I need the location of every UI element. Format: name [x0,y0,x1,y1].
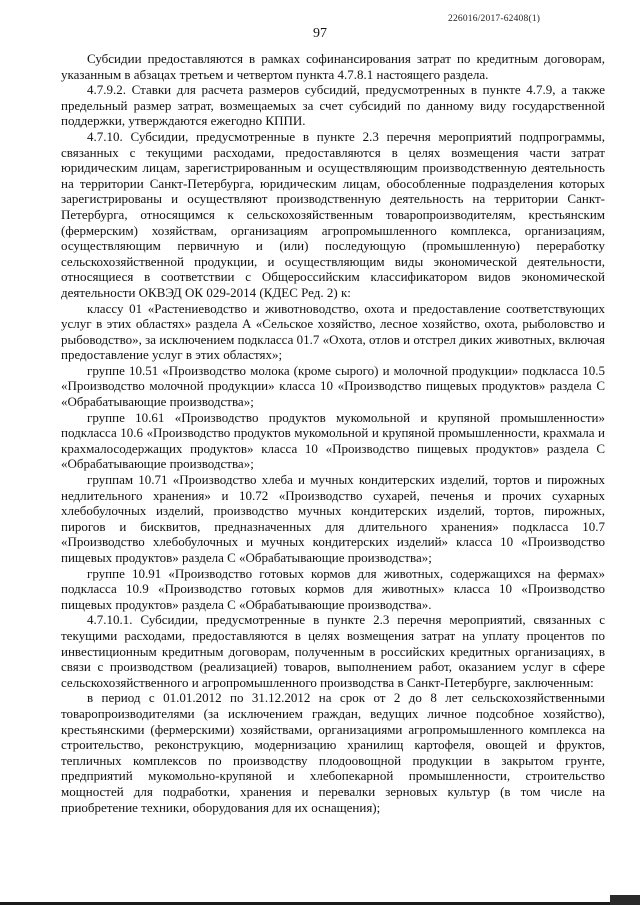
paragraph-class-01: классу 01 «Растениеводство и животноводство, охота и предоставление соответствующих услуг в этих областях» раздела А «Сельское хозяйство, лесное хозяйство, охота, рыболовство и рыбоводство», за исключением подкласса 01.7 «Охота, отлов и отстрел диких животных, включая предоставление услуг в этих областях»; [61,300,605,363]
paragraph-4-7-10-1: 4.7.10.1. Субсидии, предусмотренные в пункте 2.3 перечня мероприятий, связанных с текущими расходами, предоставляются в целях возмещения затрат на уплату процентов по инвестиционным кредитным договорам, полученным в российских кредитных организациях, в связи с производством (реализацией) товаров, выполнением работ, оказанием услуг в сфере сельскохозяйственного и агропромышленного производства в Санкт-Петербурге, заключенным: [61,612,605,690]
paragraph-group-10-51: группе 10.51 «Производство молока (кроме сырого) и молочной продукции» подкласса 10.5 «Производство молочной продукции» класса 10 «Производство пищевых продуктов» раздела С «Обрабатывающие производства»; [61,362,605,410]
document-body [61,51,605,815]
paragraph-4-7-9-2: 4.7.9.2. Ставки для расчета размеров субсидий, предусмотренных в пункте 4.7.9, а также предельный размер затрат, возмещаемых за счет субсидий по данному виду государственной поддержки, утверждаются ежегодно КППИ. [61,82,605,129]
page-number: 97 [313,26,327,41]
paragraph-period-2012: в период с 01.01.2012 по 31.12.2012 на срок от 2 до 8 лет сельскохозяйственными товаропроизводителями (за исключением граждан, ведущих личное подсобное хозяйство), крестьянскими (фермерскими) хозяйствами, организациями агропромышленного комплекса на строительство, реконструкцию, модернизацию хранилищ картофеля, овощей и фруктов, тепличных комплексов по производству плодоовощной продукции в закрытом грунте, предприятий мукомольно-крупяной и хлебопекарной промышленности, строительство мощностей для подработки, хранения и перевалки зерновых культур (в том числе на приобретение техники, оборудования для их оснащения); [61,690,605,815]
paragraph-groups-10-71-10-72: группам 10.71 «Производство хлеба и мучных кондитерских изделий, тортов и пирожных недлительного хранения» и 10.72 «Производство сухарей, печенья и прочих сухарных хлебобулочных изделий, производство мучных кондитерских изделий, тортов, пирожных, пирогов и бисквитов, предназначенных для длительного хранения» подкласса 10.7 «Производство хлебобулочных и мучных кондитерских изделий» класса 10 «Производство пищевых продуктов» раздела С «Обрабатывающие производства»; [61,472,605,565]
scan-corner-mark [610,895,640,905]
paragraph-4-7-10: 4.7.10. Субсидии, предусмотренные в пункте 2.3 перечня мероприятий подпрограммы, связанных с текущими расходами, предоставляются в целях возмещения части затрат юридическим лицам, зарегистрированным и осуществляющим производственную деятельность на территории Санкт-Петербурга, юридическим лицам, обособленные подразделения которых зарегистрированы и осуществляют производственную деятельность на территории Санкт-Петербурга, относящимся к сельскохозяйственным товаропроизводителям, крестьянским (фермерским) хозяйствам, организациям агропромышленного комплекса, организациям, осуществляющим первичную и (или) последующую (промышленную) переработку сельскохозяйственной продукции, и осуществляющим виды экономической деятельности, относящиеся в соответствии с Общероссийским классификатором видов экономической деятельности ОКВЭД ОК 029-2014 (КДЕС Ред. 2) к: [61,128,605,300]
document-ref-number: 226016/2017-62408(1) [448,14,541,24]
paragraph-group-10-91: группе 10.91 «Производство готовых кормов для животных, содержащихся на фермах» подкласса 10.9 «Производство готовых кормов для животных» класса 10 «Производство пищевых продуктов» раздела С «Обрабатывающие производства». [61,565,605,612]
paragraph-group-10-61: группе 10.61 «Производство продуктов мукомольной и крупяной промышленности» подкласса 10.6 «Производство продуктов мукомольной и крупяной промышленности, крахмала и крахмалосодержащих продуктов» класса 10 «Производство пищевых продуктов» раздела С «Обрабатывающие производства»; [61,409,605,472]
paragraph-subsidy-cofinancing: Субсидии предоставляются в рамках софинансирования затрат по кредитным договорам, указанным в абзацах третьем и четвертом пункта 4.7.8.1 настоящего раздела. [61,51,605,82]
